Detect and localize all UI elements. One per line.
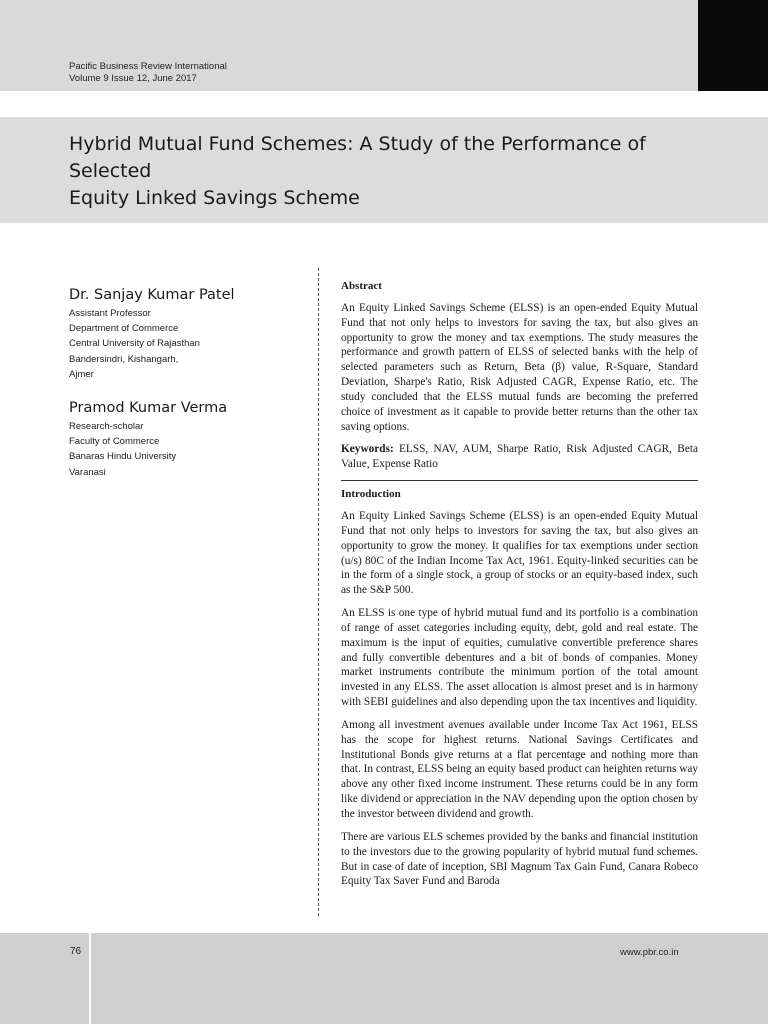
introduction-paragraph: An Equity Linked Savings Scheme (ELSS) is an open-ended Equity Mutual Fund that not only helps to investors for saving the tax, but also gives an opportunity to grow the money. It qualifies for tax exemptions under section (u/s) 80C of the Indian Income Tax Act, 1961. Equity-linked securities can be in the form of a single stock, a group of stocks or an equity-based index, such as the S&P 500. — [341, 509, 698, 597]
journal-name: Pacific Business Review International — [69, 61, 227, 72]
footer-separator — [89, 933, 91, 1024]
paper-title — [69, 131, 709, 212]
author-affiliation-line: Varanasi — [69, 466, 106, 478]
paper-title-line-2: Equity Linked Savings Scheme — [69, 187, 360, 209]
keywords-label: Keywords: — [341, 443, 394, 456]
header-corner-block — [698, 0, 768, 91]
column-divider — [318, 268, 319, 916]
author-affiliation-line: Bandersindri, Kishangarh, — [69, 353, 179, 365]
introduction-paragraph: There are various ELS schemes provided by the banks and financial institution to the investors due to the growing popularity of hybrid mutual fund schemes. But in case of date of inception, SBI Magnum Tax Gain Fund, Canara Robeco Equity Tax Saver Fund and Baroda — [341, 830, 698, 888]
author-affiliation-line: Faculty of Commerce — [69, 436, 160, 448]
author-affiliation-line: Research-scholar — [69, 421, 144, 433]
introduction-heading: Introduction — [341, 488, 401, 501]
abstract-heading: Abstract — [341, 280, 382, 292]
main-column — [341, 279, 698, 897]
author-affiliation-line: Ajmer — [69, 368, 94, 380]
journal-issue: Volume 9 Issue 12, June 2017 — [69, 73, 197, 84]
author-affiliation-line: Banaras Hindu University — [69, 451, 177, 463]
author-block — [69, 399, 304, 480]
author-affiliation-line: Department of Commerce — [69, 323, 179, 335]
page-number: 76 — [70, 946, 82, 957]
abstract-text: An Equity Linked Savings Scheme (ELSS) is an open-ended Equity Mutual Fund that not only helps to investors for saving the tax, but also gives an opportunity to grow the money and tax exemptions. The study measures the performance and growth pattern of ELSS of selected banks with the help of selected parameters such as Return, Beta (β) value, R-Square, Standard Deviation, Sharpe's Ratio, Risk Adjusted CAGR, Expense Ratio, etc. The study concluded that the ELSS mutual funds are becoming the preferred choice of investment as it capable to provide better returns than the other tax saving options. — [341, 301, 698, 433]
author-name: Dr. Sanjay Kumar Patel — [69, 287, 235, 303]
author-affiliation-line: Assistant Professor — [69, 308, 151, 319]
journal-info — [69, 61, 227, 85]
keywords-text: ELSS, NAV, AUM, Sharpe Ratio, Risk Adjusted CAGR, Beta Value, Expense Ratio — [341, 443, 698, 471]
introduction-paragraph: An ELSS is one type of hybrid mutual fund and its portfolio is a combination of range of asset categories including equity, debt, gold and real estate. The maximum is the input of equities, cumulative convertible preference shares and fully convertible debentures and a bit of bonds of companies. Money market instruments contribute the minimum portion of the total amount invested in any ELSS. The asset allocation is almost preset and is in harmony with SEBI guidelines and also depending upon the tax incentives and liquidity. — [341, 607, 698, 709]
author-block — [69, 286, 304, 382]
keywords — [341, 442, 698, 472]
paper-title-line-1: Hybrid Mutual Fund Schemes: A Study of the Performance of Selected — [69, 133, 646, 182]
journal-website: www.pbr.co.in — [620, 947, 679, 958]
introduction-paragraph: Among all investment avenues available under Income Tax Act 1961, ELSS has the scope for highest returns. National Savings Certificates and Institutional Bonds give returns at a flat percentage and nothing more than that. In contrast, ELSS being an equity based product can heighten returns way above any other fixed income instrument. These returns could be in any form like dividend or appreciation in the NAV depending upon the option chosen by the investor between dividend and growth. — [341, 718, 699, 820]
author-name: Pramod Kumar Verma — [69, 400, 228, 417]
author-affiliation-line: Central University of Rajasthan — [69, 338, 200, 350]
section-rule — [341, 480, 698, 481]
authors-column — [69, 286, 304, 480]
